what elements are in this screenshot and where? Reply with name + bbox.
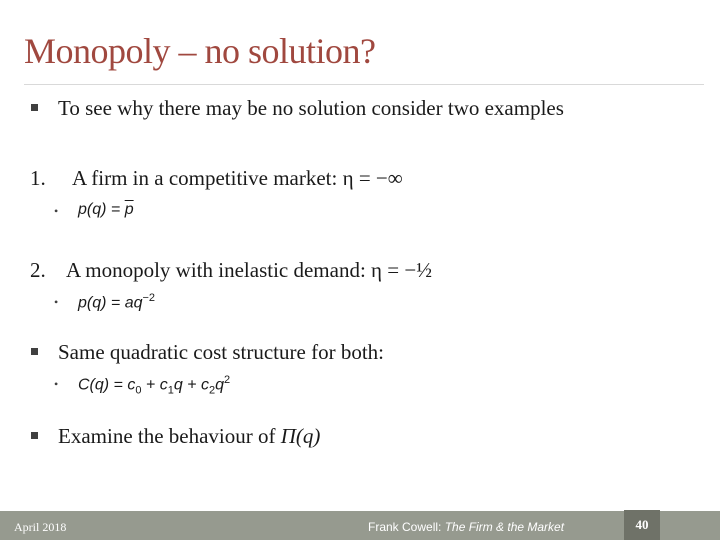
formula-demand: p(q) = aq — [78, 294, 143, 312]
footer-bar — [0, 511, 720, 540]
square-bullet-icon — [31, 104, 38, 111]
item-2-text: A monopoly with inelastic demand: η = −½ — [66, 258, 432, 282]
item-2-formula — [78, 292, 155, 312]
square-bullet-icon — [31, 348, 38, 355]
dot-bullet-icon: • — [54, 377, 59, 391]
footer-date: April 2018 — [14, 520, 67, 534]
bullet-cost: Same quadratic cost structure for both: — [58, 340, 384, 364]
page-number: 40 — [624, 510, 660, 540]
square-bullet-icon — [31, 432, 38, 439]
formula-exponent: −2 — [142, 292, 156, 304]
footer-credit: Frank Cowell: The Firm & the Market — [368, 520, 565, 534]
item-1-formula — [78, 201, 134, 219]
dot-bullet-icon: • — [54, 295, 59, 309]
bullet-intro: To see why there may be no solution consider two examples — [58, 96, 564, 120]
title-divider — [24, 84, 704, 85]
slide-title: Monopoly – no solution? — [24, 31, 376, 71]
cost-formula: $C(q) = c_0 + c_1q + c_2q^2$ — [78, 374, 231, 397]
item-2-number: 2. — [30, 258, 46, 282]
item-1-text: A firm in a competitive market: η = −∞ — [72, 166, 403, 190]
formula-lhs: p(q) = — [78, 201, 125, 218]
item-1-number: 1. — [30, 166, 46, 190]
profit-symbol: Π(q) — [280, 424, 321, 448]
bullet-examine: Examine the behaviour of Π(q) — [58, 424, 321, 448]
dot-bullet-icon: • — [54, 204, 59, 218]
formula-pbar: $\overline{p}$ — [124, 201, 134, 218]
